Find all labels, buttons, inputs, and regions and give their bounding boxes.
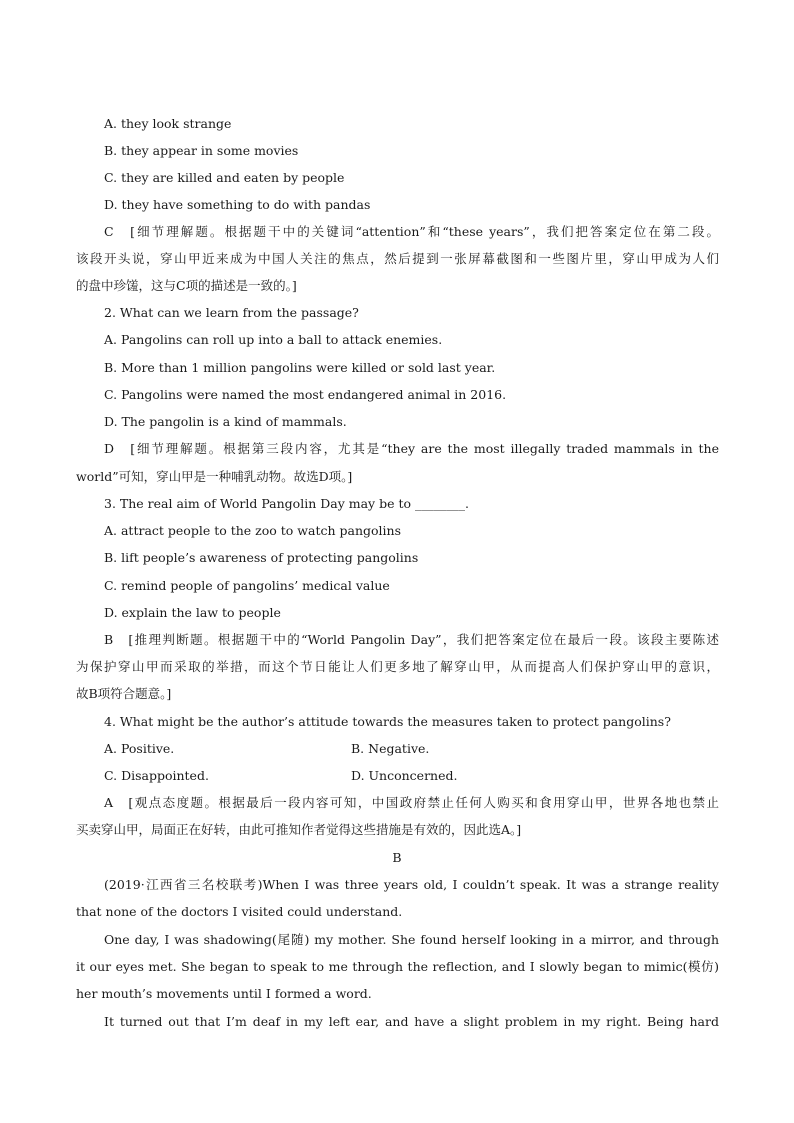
passage-b-p3-line1: It turned out that I’m deaf in my left ear, and have a slight problem in my right. Being hard (104, 1014, 719, 1029)
passage-b-p1-line2: that none of the doctors I visited could understand. (76, 904, 403, 919)
q1-answer-line2: 该段开头说，穿山甲近来成为中国人关注的焦点，然后提到一张屏幕截图和一些图片里，穿山甲成为人们 (76, 251, 719, 266)
q4-option-b: B. Negative. (351, 741, 430, 756)
q2-option-c: C. Pangolins were named the most endangered animal in 2016. (104, 387, 507, 402)
passage-b-p2-line2: it our eyes met. She began to speak to me through the reflection, and I slowly began to mimic(模仿) (76, 959, 719, 974)
q4-options-row1 (104, 741, 724, 757)
q4-options-row2 (104, 768, 724, 784)
q4-option-c: C. Disappointed. (104, 768, 209, 783)
q3-answer-line3: 故B项符合题意。] (76, 686, 172, 701)
q4-stem: 4. What might be the author’s attitude towards the measures taken to protect pangolins? (104, 714, 671, 729)
q3-option-b: B. lift people’s awareness of protecting pangolins (104, 550, 419, 565)
q4-option-a: A. Positive. (104, 741, 175, 756)
passage-b-p1-line1: (2019·江西省三名校联考)When I was three years old, I couldn’t speak. It was a strange reality (104, 877, 719, 892)
q4-answer-line1: A [观点态度题。根据最后一段内容可知，中国政府禁止任何人购买和食用穿山甲，世界各地也禁止 (104, 795, 719, 810)
q4-option-d: D. Unconcerned. (351, 768, 458, 783)
q1-answer-line1: C [细节理解题。根据题干中的关键词“attention”和“these years”，我们把答案定位在第二段。 (104, 224, 719, 239)
passage-b-p2-line1: One day, I was shadowing(尾随) my mother. She found herself looking in a mirror, and through (104, 932, 719, 947)
q3-answer-line2: 为保护穿山甲而采取的举措，而这个节日能让人们更多地了解穿山甲，从而提高人们保护穿山甲的意识， (76, 659, 719, 674)
q2-answer-line1: D [细节理解题。根据第三段内容，尤其是“they are the most illegally traded mammals in the (104, 441, 719, 456)
q1-answer-line3: 的盘中珍馐，这与C项的描述是一致的。] (76, 278, 297, 293)
q2-answer-line2: world”可知，穿山甲是一种哺乳动物。故选D项。] (76, 469, 353, 484)
passage-b-p2-line3: her mouth’s movements until I formed a word. (76, 986, 372, 1001)
q3-stem: 3. The real aim of World Pangolin Day may be to ________. (104, 496, 469, 511)
q1-option-d: D. they have something to do with pandas (104, 197, 371, 212)
q3-option-c: C. remind people of pangolins’ medical value (104, 578, 390, 593)
q2-option-a: A. Pangolins can roll up into a ball to attack enemies. (104, 332, 443, 347)
q2-option-b: B. More than 1 million pangolins were killed or sold last year. (104, 360, 496, 375)
q1-option-a: A. they look strange (104, 116, 232, 131)
q4-answer-line2: 买卖穿山甲，局面正在好转，由此可推知作者觉得这些措施是有效的，因此选A。] (76, 822, 522, 837)
passage-b-heading: B (392, 850, 402, 865)
q1-option-c: C. they are killed and eaten by people (104, 170, 345, 185)
q3-option-a: A. attract people to the zoo to watch pangolins (104, 523, 401, 538)
q3-answer-line1: B [推理判断题。根据题干中的“World Pangolin Day”，我们把答案定位在最后一段。该段主要陈述 (104, 632, 719, 647)
q3-option-d: D. explain the law to people (104, 605, 281, 620)
q2-option-d: D. The pangolin is a kind of mammals. (104, 414, 347, 429)
q1-option-b: B. they appear in some movies (104, 143, 299, 158)
q2-stem: 2. What can we learn from the passage? (104, 305, 359, 320)
